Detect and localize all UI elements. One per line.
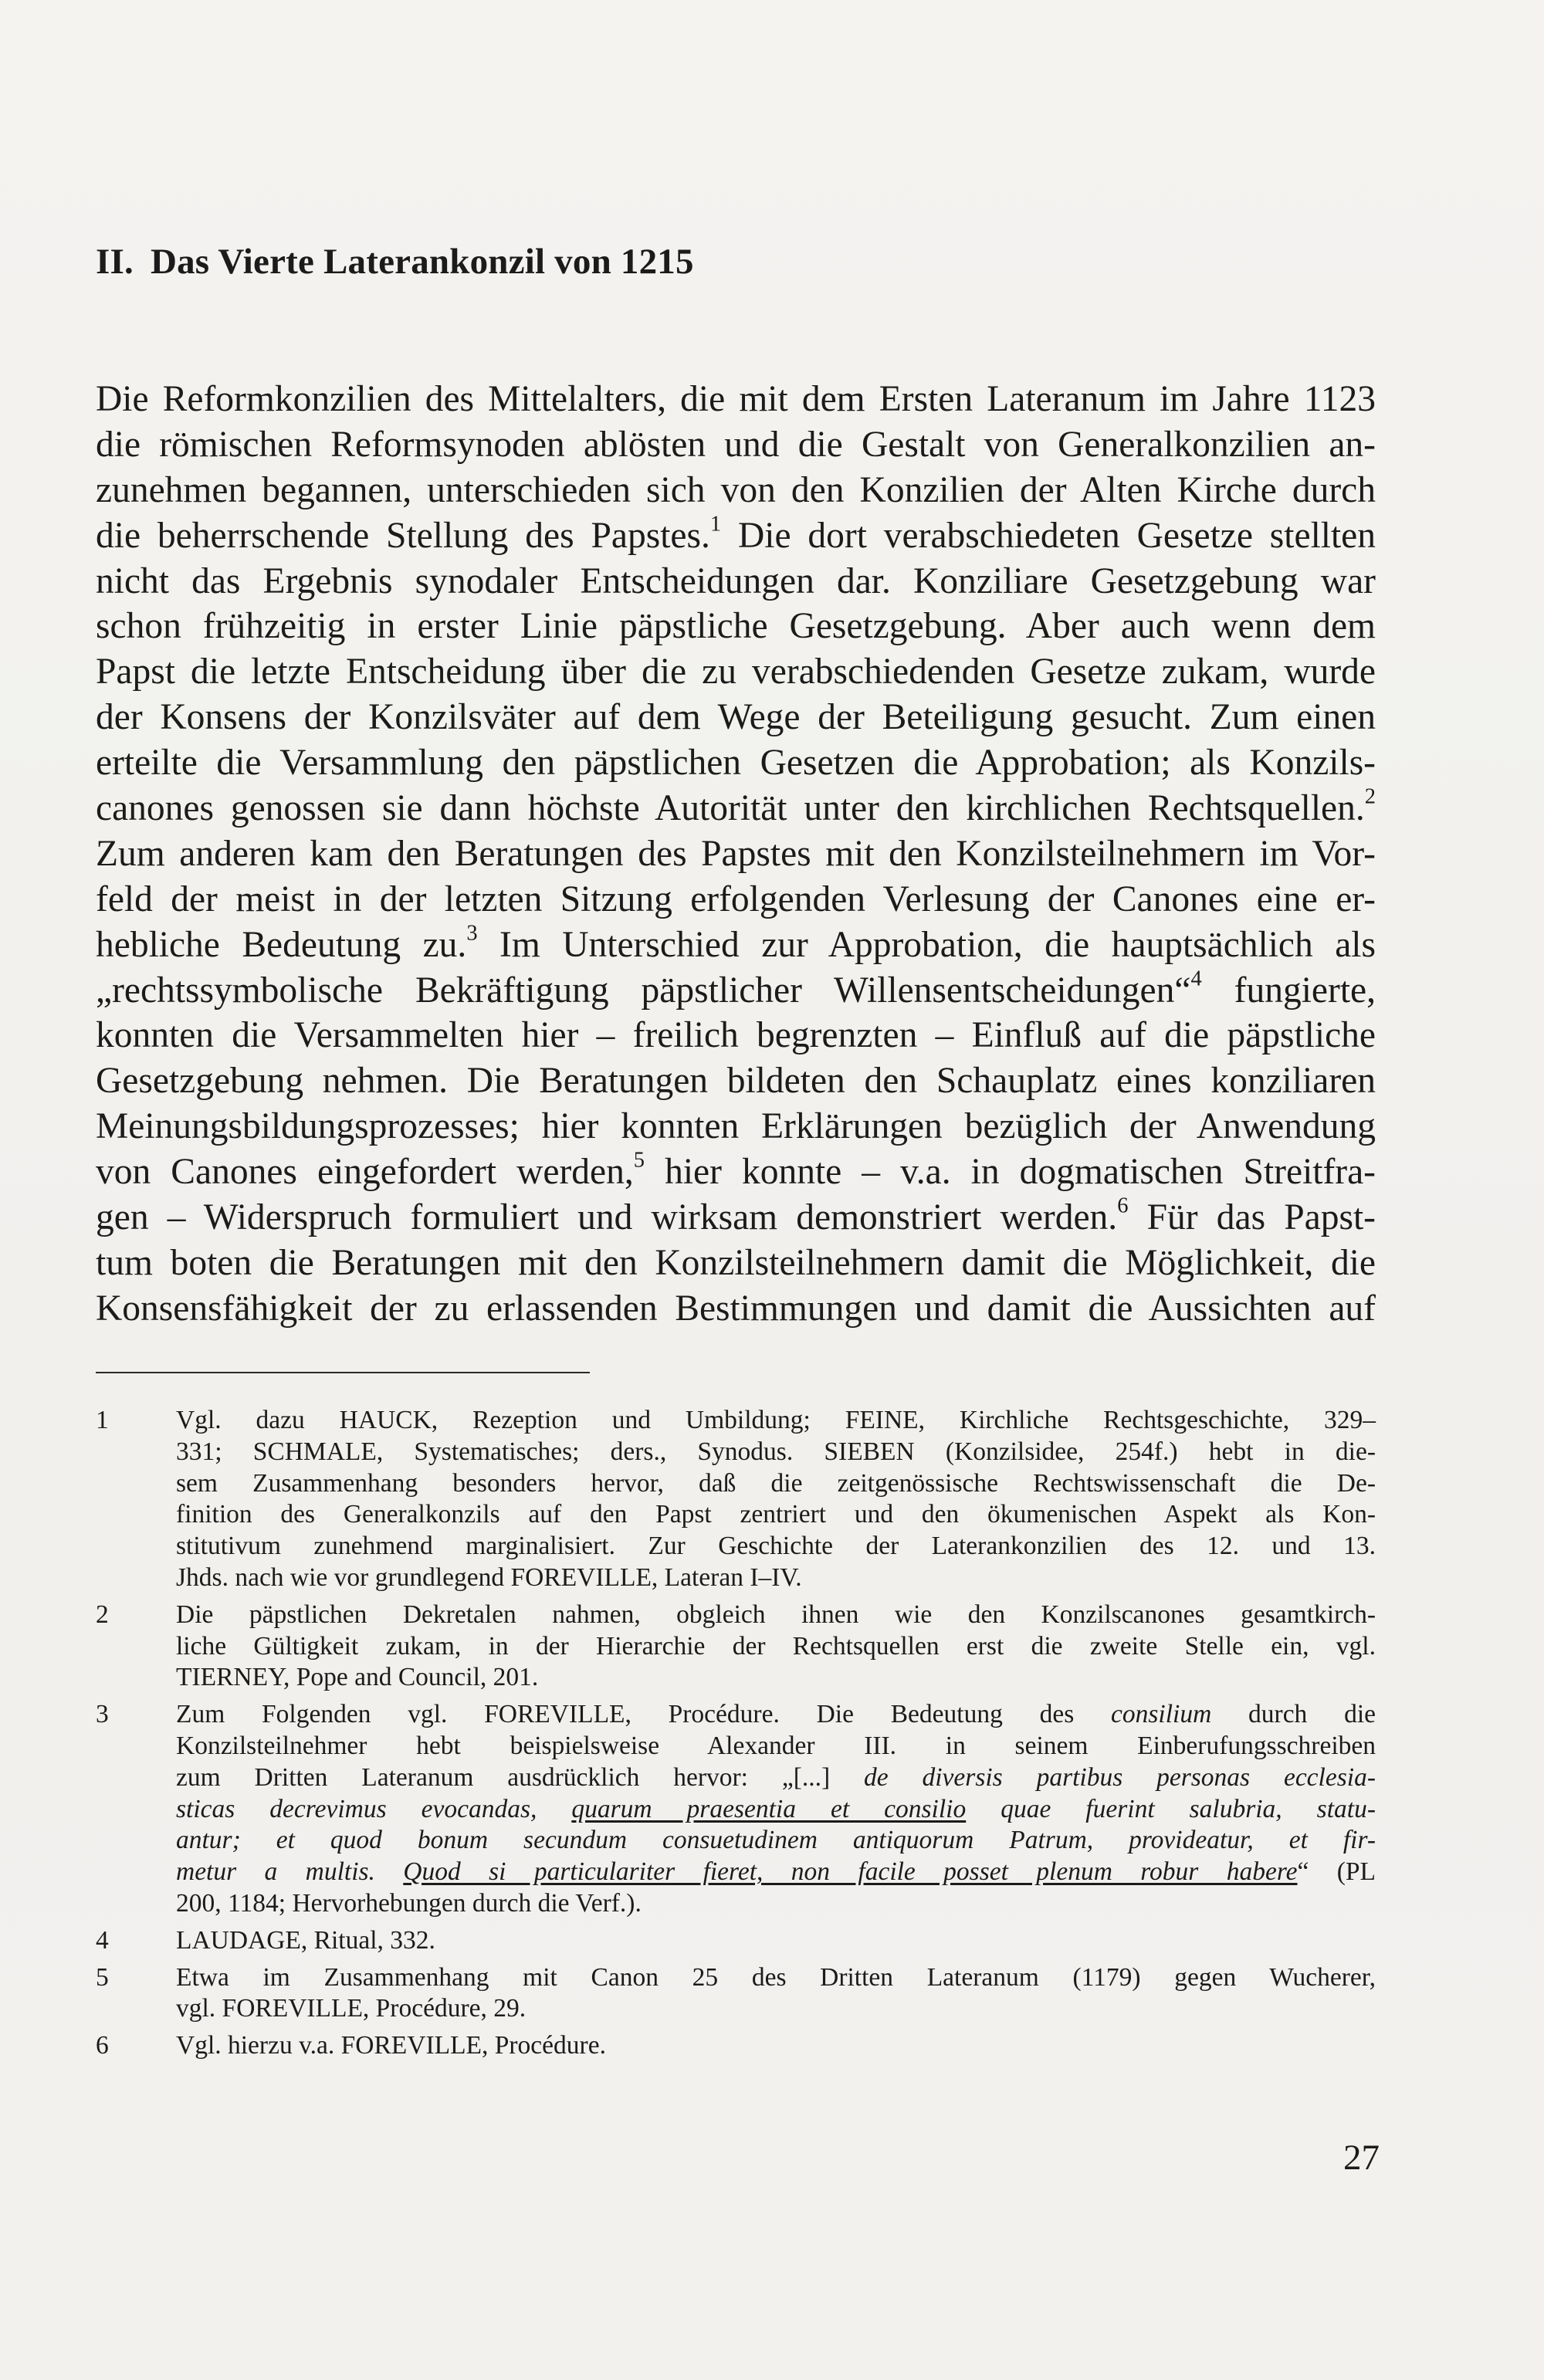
footnote-line: zum Dritten Lateranum ausdrücklich hervor: „[...] de diversis partibus personas ecclesia- — [176, 1762, 1376, 1792]
body-line: zunehmen begannen, unterschieden sich von den Konzilien der Alten Kirche durch — [96, 469, 1376, 510]
body-line: „rechtssymbolische Bekräftigung päpstlicher Willensentscheidungen“$^4$ fungierte, — [96, 967, 1376, 1011]
footnote-line: LAUDAGE, Ritual, 332. — [176, 1925, 435, 1955]
footnote-3 — [96, 1699, 1376, 1920]
footnote-ref: 6 — [1117, 1193, 1129, 1218]
footnote-number: 4 — [96, 1925, 109, 1955]
footnote-5 — [96, 1962, 1376, 2026]
section-title: Das Vierte Laterankonzil von 1215 — [150, 242, 694, 282]
footnote-line: metur a multis. Quod si particulariter fieret, non facile posset plenum robur habere“ (PL — [176, 1857, 1376, 1887]
footnote-separator — [96, 1372, 590, 1373]
footnote-line: TIERNEY, Pope and Council, 201. — [176, 1663, 539, 1692]
body-line: hebliche Bedeutung zu.$^3$ Im Unterschied zur Approbation, die hauptsächlich als — [96, 921, 1376, 965]
footnote-line: sem Zusammenhang besonders hervor, daß die zeitgenössische Rechtswissenschaft die De- — [176, 1468, 1376, 1498]
body-line: gen – Widerspruch formuliert und wirksam demonstriert werden.$^6$ Für das Papst- — [96, 1193, 1376, 1238]
footnote-ref: 3 — [466, 921, 478, 946]
footnote-line: stitutivum zunehmend marginalisiert. Zur Geschichte der Laterankonzilien des 12. und 13. — [176, 1532, 1376, 1561]
body-line: Gesetzgebung nehmen. Die Beratungen bildeten den Schauplatz eines konziliaren — [96, 1061, 1376, 1102]
body-line: Die Reformkonzilien des Mittelalters, die mit dem Ersten Lateranum im Jahre 1123 — [96, 379, 1376, 419]
footnote-line: Konzilsteilnehmer hebt beispielsweise Alexander III. in seinem Einberufungsschreiben — [176, 1731, 1376, 1760]
footnote-number: 5 — [96, 1962, 109, 1992]
body-line: canones genossen sie dann höchste Autorität unter den kirchlichen Rechtsquellen.$^2$ — [96, 784, 1376, 829]
footnote-ref: 5 — [633, 1148, 645, 1173]
body-line: nicht das Ergebnis synodaler Entscheidungen dar. Konziliare Gesetzgebung war — [96, 560, 1376, 601]
body-paragraph — [96, 377, 1376, 1332]
footnote-number: 3 — [96, 1700, 109, 1729]
section-heading — [96, 241, 694, 283]
body-line: der Konsens der Konzilsväter auf dem Wege der Beteiligung gesucht. Zum einen — [96, 697, 1376, 738]
body-line: von Canones eingefordert werden,$^5$ hier konnte – v.a. in dogmatischen Streitfra- — [96, 1148, 1376, 1193]
body-line: Papst die letzte Entscheidung über die zu verabschiedenden Gesetze zukam, wurde — [96, 652, 1376, 692]
footnote-line: liche Gültigkeit zukam, in der Hierarchie der Rechtsquellen erst die zweite Stelle ein, vgl. — [176, 1631, 1376, 1661]
footnote-4 — [96, 1925, 1376, 1957]
footnote-line: Etwa im Zusammenhang mit Canon 25 des Dritten Lateranum (1179) gegen Wucherer, — [176, 1962, 1376, 1992]
footnote-line: Vgl. hierzu v.a. FOREVILLE, Procédure. — [176, 2031, 606, 2060]
footnote-line: Zum Folgenden vgl. FOREVILLE, Procédure. Die Bedeutung des consilium durch die — [176, 1700, 1376, 1729]
body-line: die beherrschende Stellung des Papstes.$^1$ Die dort verabschiedeten Gesetze stellten — [96, 512, 1376, 556]
footnote-line: vgl. FOREVILLE, Procédure, 29. — [176, 1994, 527, 2023]
body-line: schon frühzeitig in erster Linie päpstliche Gesetzgebung. Aber auch wenn dem — [96, 606, 1376, 647]
footnote-number: 2 — [96, 1600, 109, 1629]
footnote-line: Vgl. dazu HAUCK, Rezeption und Umbildung; FEINE, Kirchliche Rechtsgeschichte, 329– — [176, 1406, 1376, 1434]
footnote-6 — [96, 2030, 1376, 2062]
footnote-ref: 4 — [1190, 967, 1202, 991]
body-line: feld der meist in der letzten Sitzung erfolgenden Verlesung der Canones eine er- — [96, 879, 1376, 919]
section-number: II. — [96, 242, 134, 282]
footnotes — [96, 1405, 1376, 2067]
body-line: konnten die Versammelten hier – freilich begrenzten – Einfluß auf die päpstliche — [96, 1015, 1376, 1056]
page-number: 27 — [1343, 2138, 1380, 2178]
footnote-line: 200, 1184; Hervorhebungen durch die Verf.). — [176, 1888, 642, 1918]
footnote-ref: 1 — [709, 512, 722, 537]
footnote-number: 6 — [96, 2031, 109, 2060]
footnote-line: antur; et quod bonum secundum consuetudinem antiquorum Patrum, provideatur, et fir- — [176, 1826, 1376, 1855]
footnote-line: finition des Generalkonzils auf den Papst zentriert und den ökumenischen Aspekt als Kon- — [176, 1500, 1376, 1529]
footnote-line: 331; SCHMALE, Systematisches; ders., Synodus. SIEBEN (Konzilsidee, 254f.) hebt in die- — [176, 1437, 1376, 1466]
body-line: tum boten die Beratungen mit den Konzilsteilnehmern damit die Möglichkeit, die — [96, 1242, 1376, 1283]
footnote-ref: 2 — [1364, 784, 1376, 809]
body-line: erteilte die Versammlung den päpstlichen Gesetzen die Approbation; als Konzils- — [96, 743, 1376, 784]
body-line: Meinungsbildungsprozesses; hier konnten Erklärungen bezüglich der Anwendung — [96, 1106, 1376, 1147]
footnote-1 — [96, 1405, 1376, 1594]
footnote-number: 1 — [96, 1406, 109, 1434]
body-line: Zum anderen kam den Beratungen des Papstes mit den Konzilsteilnehmern im Vor- — [96, 833, 1376, 874]
footnote-line: sticas decrevimus evocandas, quarum praesentia et consilio quae fuerint salubria, statu- — [176, 1794, 1376, 1823]
body-line: die römischen Reformsynoden ablösten und die Gestalt von Generalkonzilien an- — [96, 424, 1376, 465]
footnote-2 — [96, 1600, 1376, 1694]
footnote-line: Jhds. nach wie vor grundlegend FOREVILLE, Lateran I–IV. — [176, 1562, 802, 1592]
body-line: Konsensfähigkeit der zu erlassenden Bestimmungen und damit die Aussichten auf — [96, 1288, 1376, 1329]
footnote-line: Die päpstlichen Dekretalen nahmen, obgleich ihnen wie den Konzilscanones gesamtkirch- — [176, 1600, 1376, 1629]
